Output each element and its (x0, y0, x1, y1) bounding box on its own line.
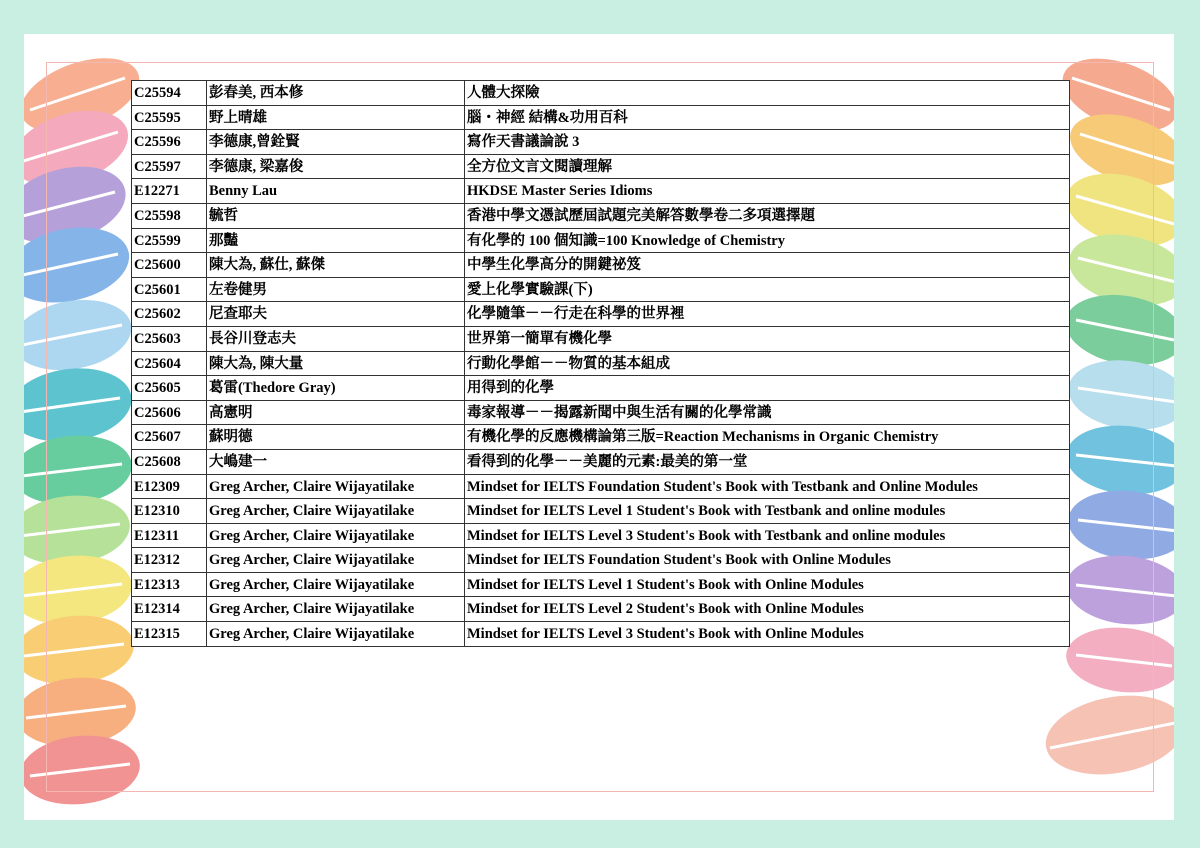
book-author-cell: Greg Archer, Claire Wijayatilake (207, 523, 465, 548)
book-id-cell: E12310 (132, 499, 207, 524)
book-author-cell: 那豔 (207, 228, 465, 253)
book-author-cell: 蘇明德 (207, 425, 465, 450)
book-id-cell: C25603 (132, 326, 207, 351)
book-author-cell: Greg Archer, Claire Wijayatilake (207, 548, 465, 573)
leaf-icon (0, 217, 136, 313)
table-row (132, 326, 1070, 351)
book-author-cell: 陳大為, 蘇仕, 蘇傑 (207, 253, 465, 278)
book-author-cell: Greg Archer, Claire Wijayatilake (207, 499, 465, 524)
book-author-cell: Greg Archer, Claire Wijayatilake (207, 572, 465, 597)
book-id-cell: C25598 (132, 203, 207, 228)
leaf-icon (17, 730, 143, 810)
book-id-cell: E12315 (132, 622, 207, 647)
table-row (132, 425, 1070, 450)
book-table (131, 80, 1070, 647)
book-id-cell: C25597 (132, 154, 207, 179)
book-author-cell: 葛雷(Thedore Gray) (207, 376, 465, 401)
book-title-cell: Mindset for IELTS Foundation Student's Book with Testbank and Online Modules (465, 474, 1070, 499)
leaf-icon (1063, 622, 1185, 698)
book-title-cell: Mindset for IELTS Level 2 Student's Book with Online Modules (465, 597, 1070, 622)
table-row (132, 449, 1070, 474)
table-row (132, 302, 1070, 327)
book-title-cell: 有機化學的反應機構論第三版=Reaction Mechanisms in Organic Chemistry (465, 425, 1070, 450)
book-list (131, 80, 1069, 647)
book-title-cell: 看得到的化學－－美麗的元素:最美的第一堂 (465, 449, 1070, 474)
book-id-cell: E12314 (132, 597, 207, 622)
table-row (132, 572, 1070, 597)
book-author-cell: 彭春美, 西本修 (207, 81, 465, 106)
leaf-icon (1063, 550, 1189, 630)
book-id-cell: C25594 (132, 81, 207, 106)
book-author-cell: 毓哲 (207, 203, 465, 228)
book-id-cell: C25606 (132, 400, 207, 425)
book-id-cell: C25605 (132, 376, 207, 401)
table-row (132, 474, 1070, 499)
book-title-cell: 行動化學館－－物質的基本組成 (465, 351, 1070, 376)
table-row (132, 622, 1070, 647)
book-title-cell: 中學生化學高分的開鍵祕笈 (465, 253, 1070, 278)
book-author-cell: Benny Lau (207, 179, 465, 204)
table-row (132, 179, 1070, 204)
book-title-cell: 用得到的化學 (465, 376, 1070, 401)
leaf-icon (1039, 685, 1190, 784)
book-title-cell: 世界第一簡單有機化學 (465, 326, 1070, 351)
book-id-cell: C25604 (132, 351, 207, 376)
book-author-cell: Greg Archer, Claire Wijayatilake (207, 597, 465, 622)
book-title-cell: Mindset for IELTS Level 3 Student's Book with Testbank and online modules (465, 523, 1070, 548)
table-row (132, 203, 1070, 228)
book-title-cell: 愛上化學實驗課(下) (465, 277, 1070, 302)
leaf-icon (1064, 353, 1192, 437)
book-author-cell: 左卷健男 (207, 277, 465, 302)
book-id-cell: E12313 (132, 572, 207, 597)
table-row (132, 228, 1070, 253)
book-title-cell: HKDSE Master Series Idioms (465, 179, 1070, 204)
book-id-cell: C25602 (132, 302, 207, 327)
table-row (132, 277, 1070, 302)
table-row (132, 523, 1070, 548)
book-author-cell: 高憲明 (207, 400, 465, 425)
leaf-icon (7, 291, 137, 379)
book-author-cell: 李德康,曾銓賢 (207, 130, 465, 155)
table-row (132, 351, 1070, 376)
book-title-cell: 腦・神經 結構&功用百科 (465, 105, 1070, 130)
table-row (132, 548, 1070, 573)
book-author-cell: 長谷川登志夫 (207, 326, 465, 351)
book-id-cell: C25595 (132, 105, 207, 130)
book-title-cell: 全方位文言文閱讀理解 (465, 154, 1070, 179)
table-row (132, 597, 1070, 622)
book-title-cell: 有化學的 100 個知識=100 Knowledge of Chemistry (465, 228, 1070, 253)
book-title-cell: 香港中學文憑試歷屆試題完美解答數學卷二多項選擇題 (465, 203, 1070, 228)
book-title-cell: Mindset for IELTS Foundation Student's Book with Online Modules (465, 548, 1070, 573)
book-id-cell: C25601 (132, 277, 207, 302)
book-id-cell: C25607 (132, 425, 207, 450)
table-row (132, 81, 1070, 106)
book-title-cell: Mindset for IELTS Level 1 Student's Book with Online Modules (465, 572, 1070, 597)
book-title-cell: Mindset for IELTS Level 3 Student's Book with Online Modules (465, 622, 1070, 647)
book-author-cell: 李德康, 梁嘉俊 (207, 154, 465, 179)
book-title-cell: Mindset for IELTS Level 1 Student's Book with Testbank and online modules (465, 499, 1070, 524)
table-row (132, 105, 1070, 130)
table-row (132, 400, 1070, 425)
table-row (132, 154, 1070, 179)
table-row (132, 499, 1070, 524)
book-title-cell: 毒家報導－－揭露新聞中與生活有關的化學常識 (465, 400, 1070, 425)
book-id-cell: E12309 (132, 474, 207, 499)
book-id-cell: C25599 (132, 228, 207, 253)
book-author-cell: 陳大為, 陳大量 (207, 351, 465, 376)
book-title-cell: 人體大探險 (465, 81, 1070, 106)
leaf-icon (1063, 420, 1189, 500)
book-author-cell: 尼查耶夫 (207, 302, 465, 327)
book-title-cell: 寫作天書議論說 3 (465, 130, 1070, 155)
book-id-cell: E12312 (132, 548, 207, 573)
book-id-cell: C25596 (132, 130, 207, 155)
book-author-cell: Greg Archer, Claire Wijayatilake (207, 622, 465, 647)
book-id-cell: C25608 (132, 449, 207, 474)
book-table-body (132, 81, 1070, 647)
leaf-icon (1065, 485, 1191, 565)
book-id-cell: C25600 (132, 253, 207, 278)
leaf-icon (4, 361, 137, 450)
table-row (132, 130, 1070, 155)
book-author-cell: 大嶋建一 (207, 449, 465, 474)
book-title-cell: 化學隨筆－－行走在科學的世界裡 (465, 302, 1070, 327)
book-id-cell: E12271 (132, 179, 207, 204)
table-row (132, 376, 1070, 401)
book-author-cell: 野上晴雄 (207, 105, 465, 130)
table-row (132, 253, 1070, 278)
book-id-cell: E12311 (132, 523, 207, 548)
book-author-cell: Greg Archer, Claire Wijayatilake (207, 474, 465, 499)
